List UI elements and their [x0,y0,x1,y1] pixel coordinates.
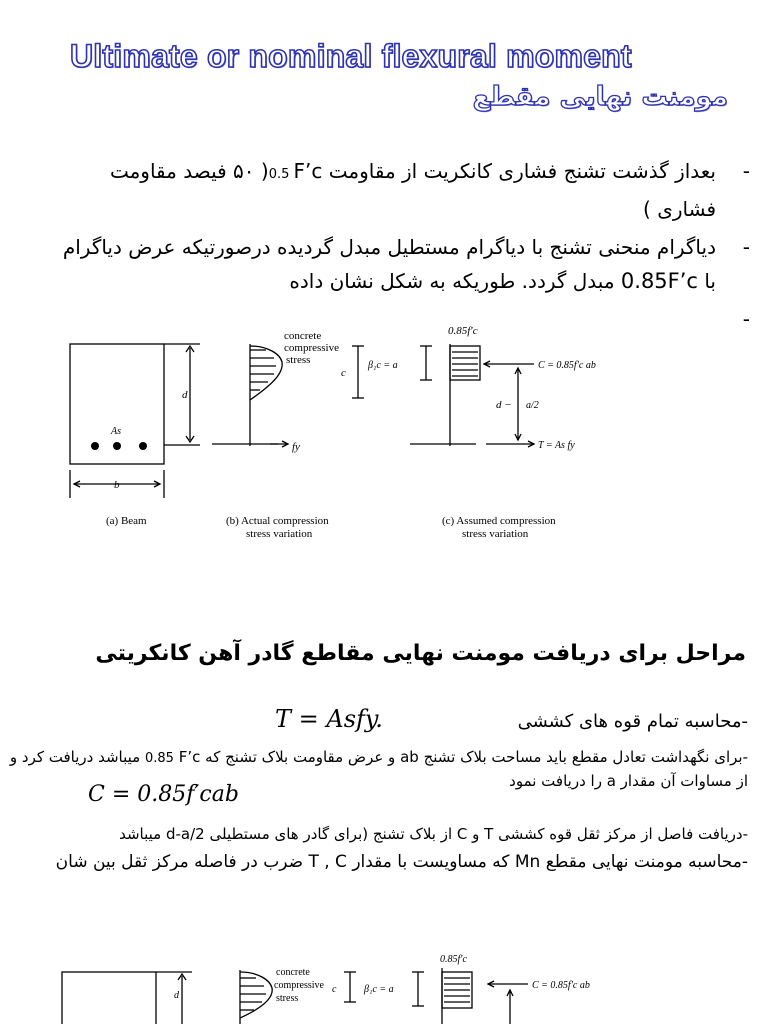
svg-text:compressive: compressive [274,980,324,991]
bullet-item-1 [50,154,750,226]
svg-text:(c) Assumed compression: (c) Assumed compression [442,515,556,527]
bullet-text: بعداز گذشت تشنج فشاری کانکریت از مقاومت [322,159,716,183]
svg-text:(b) Actual compression: (b) Actual compression [226,515,329,527]
svg-text:β₁c = a: β₁c = a [364,984,394,995]
svg-text:C = 0.85f′c ab: C = 0.85f′c ab [538,360,596,371]
svg-text:As: As [111,426,121,437]
formula-tension: T = Asfy. [275,705,383,733]
svg-text:compressive: compressive [284,342,339,354]
bullet-value: 0.85F’c [620,269,698,293]
svg-text:stress: stress [286,354,311,366]
svg-text:concrete: concrete [284,330,322,342]
step-compression-block: -برای نگهداشت تعادل مقطع باید مساحت بلاک تشنج ab و عرض مقاومت بلاک تشنج که 0.85 F’c میباشد دریافت کرد و از مساوات آن مقدار a را دریافت نمود [9,748,748,790]
rebar-dot [113,442,121,450]
svg-text:d: d [174,990,179,1001]
svg-text:stress variation: stress variation [246,528,313,540]
svg-text:fy: fy [292,441,300,453]
bullet-item-2 [50,230,750,298]
svg-text:β₁c = a: β₁c = a [368,360,398,371]
svg-text:T = As fy: T = As fy [538,440,575,451]
bullet-text-end: ( ۵۰ فیصد مقاومت فشاری ) [109,159,716,221]
bullet-text: دیاگرام منحنی تشنج با دیاگرام مستطیل مبدل گردیده درصورتیکه عرض دیاگرام با [62,235,716,293]
bullet-small-value: 0.5 F’c [268,159,323,183]
bullet-dash: - [742,307,750,331]
svg-text:concrete: concrete [276,967,310,978]
slide-title-persian: مومنت نهایی مقطع [472,82,728,112]
svg-text:c: c [341,367,346,379]
step-tension-force: -محاسبه تمام قوه های کششی [517,711,748,732]
svg-text:stress: stress [276,993,299,1004]
svg-text:0.85f′c: 0.85f′c [440,954,467,965]
svg-text:C = 0.85f′c ab: C = 0.85f′c ab [532,980,590,991]
bullet-dash: - [742,235,750,259]
stress-block-figure-repeat [50,948,670,1024]
step-lever-arm: -دریافت فاصل از مرکز ثقل قوه کششی T و C از بلاک تشنج (برای گادر های مستطیلی d-a/2 میباشد [119,825,748,843]
svg-text:0.85f′c: 0.85f′c [448,325,478,337]
svg-text:(a) Beam: (a) Beam [106,515,147,527]
formula-compression: C = 0.85f′cab [88,782,239,807]
rebar-dot [91,442,99,450]
rebar-dot [139,442,147,450]
svg-text:a/2: a/2 [526,400,539,411]
svg-text:stress variation: stress variation [462,528,529,540]
slide-title-english: Ultimate or nominal flexural moment [70,38,632,74]
section-heading: مراحل برای دریافت مومنت نهایی مقاطع گادر آهن کانکریتی [95,641,746,666]
bullet-dash: - [742,159,750,183]
svg-text:d −: d − [496,399,512,411]
svg-text:c: c [332,984,337,995]
svg-text:b: b [114,479,120,491]
svg-text:d: d [182,389,188,401]
stress-block-figure [50,318,670,548]
bullet-text-end: مبدل گردد. طوریکه به شکل نشان داده [289,269,621,293]
step-nominal-moment: -محاسبه مومنت نهایی مقطع Mn که مساویست با مقدار T , C ضرب در فاصله مرکز ثقل بین شان [55,852,748,872]
